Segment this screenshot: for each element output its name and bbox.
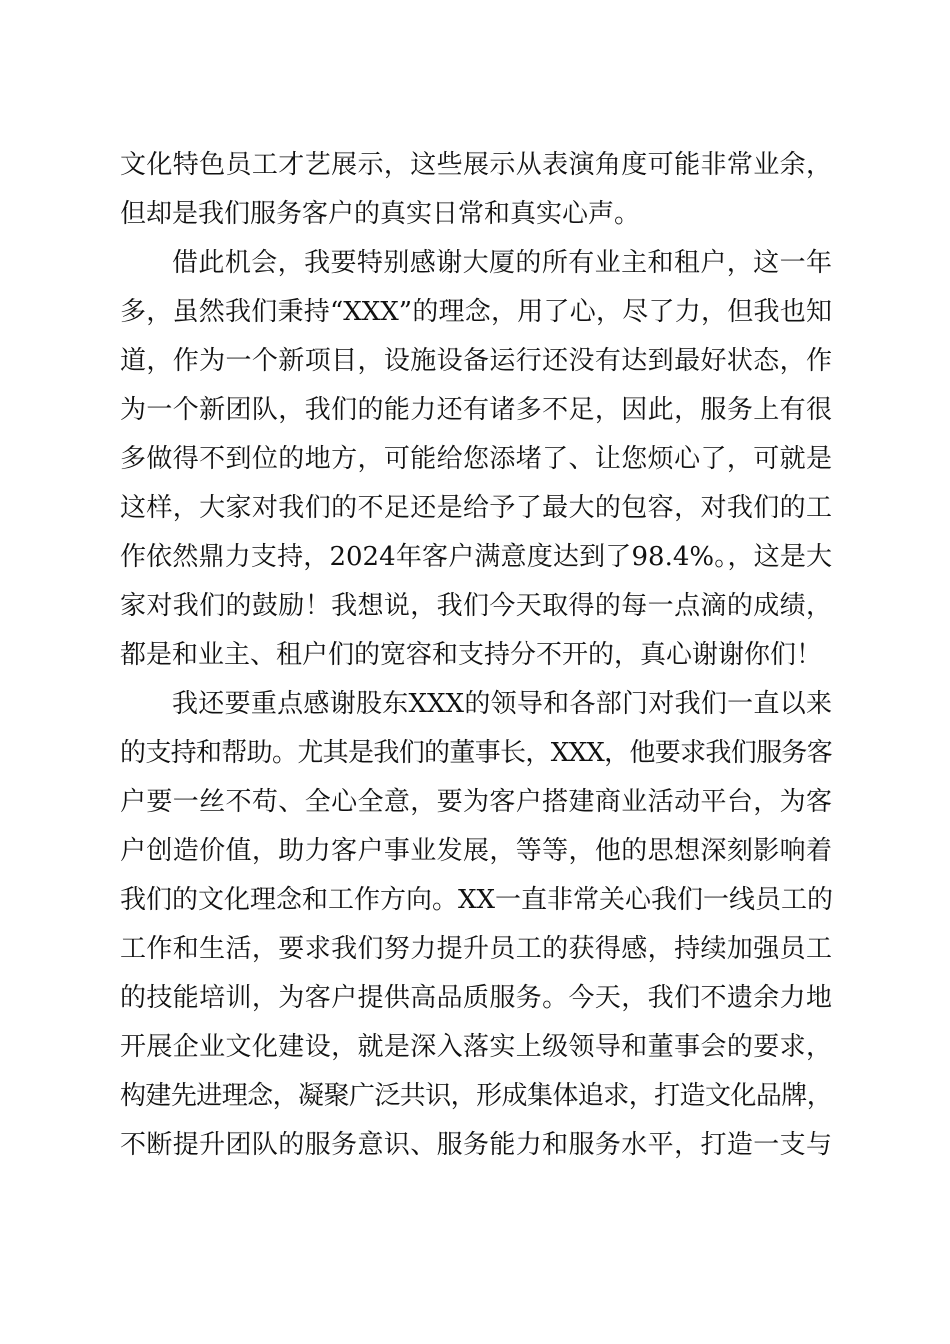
text-line: 道，作为一个新项目，设施设备运行还没有达到最好状态，作 xyxy=(120,346,832,376)
text-line: 多做得不到位的地方，可能给您添堵了、让您烦心了，可就是 xyxy=(120,444,832,474)
text-line: 开展企业文化建设，就是深入落实上级领导和董事会的要求， xyxy=(120,1032,832,1062)
paragraph-first-line: 我还要重点感谢股东XXX的领导和各部门对我们一直以来 xyxy=(172,689,832,719)
paragraph-first-line: 借此机会，我要特别感谢大厦的所有业主和租户，这一年 xyxy=(172,248,832,278)
document-body xyxy=(120,141,832,1170)
text-line: 不断提升团队的服务意识、服务能力和服务水平，打造一支与 xyxy=(120,1130,832,1160)
text-line: 家对我们的鼓励！我想说，我们今天取得的每一点滴的成绩， xyxy=(120,591,832,621)
text-line: 工作和生活，要求我们努力提升员工的获得感，持续加强员工 xyxy=(120,934,832,964)
text-line: 户要一丝不苟、全心全意，要为客户搭建商业活动平台，为客 xyxy=(120,787,832,817)
text-line: 构建先进理念，凝聚广泛共识，形成集体追求，打造文化品牌， xyxy=(120,1081,832,1111)
text-line: 作依然鼎力支持，2024年客户满意度达到了98.4%。，这是大 xyxy=(120,542,832,572)
text-line: 文化特色员工才艺展示，这些展示从表演角度可能非常业余， xyxy=(120,150,832,180)
text-line: 都是和业主、租户们的宽容和支持分不开的，真心谢谢你们！ xyxy=(120,640,823,670)
text-line: 多，虽然我们秉持“XXX”的理念，用了心，尽了力，但我也知 xyxy=(120,297,832,327)
text-line: 但却是我们服务客户的真实日常和真实心声。 xyxy=(120,199,641,229)
text-line: 为一个新团队，我们的能力还有诸多不足，因此，服务上有很 xyxy=(120,395,832,425)
text-line: 这样，大家对我们的不足还是给予了最大的包容，对我们的工 xyxy=(120,493,832,523)
text-line: 的支持和帮助。尤其是我们的董事长，XXX，他要求我们服务客 xyxy=(120,738,832,768)
text-line: 我们的文化理念和工作方向。XX一直非常关心我们一线员工的 xyxy=(120,885,834,915)
text-line: 户创造价值，助力客户事业发展，等等，他的思想深刻影响着 xyxy=(120,836,832,866)
text-line: 的技能培训，为客户提供高品质服务。今天，我们不遗余力地 xyxy=(120,983,832,1013)
